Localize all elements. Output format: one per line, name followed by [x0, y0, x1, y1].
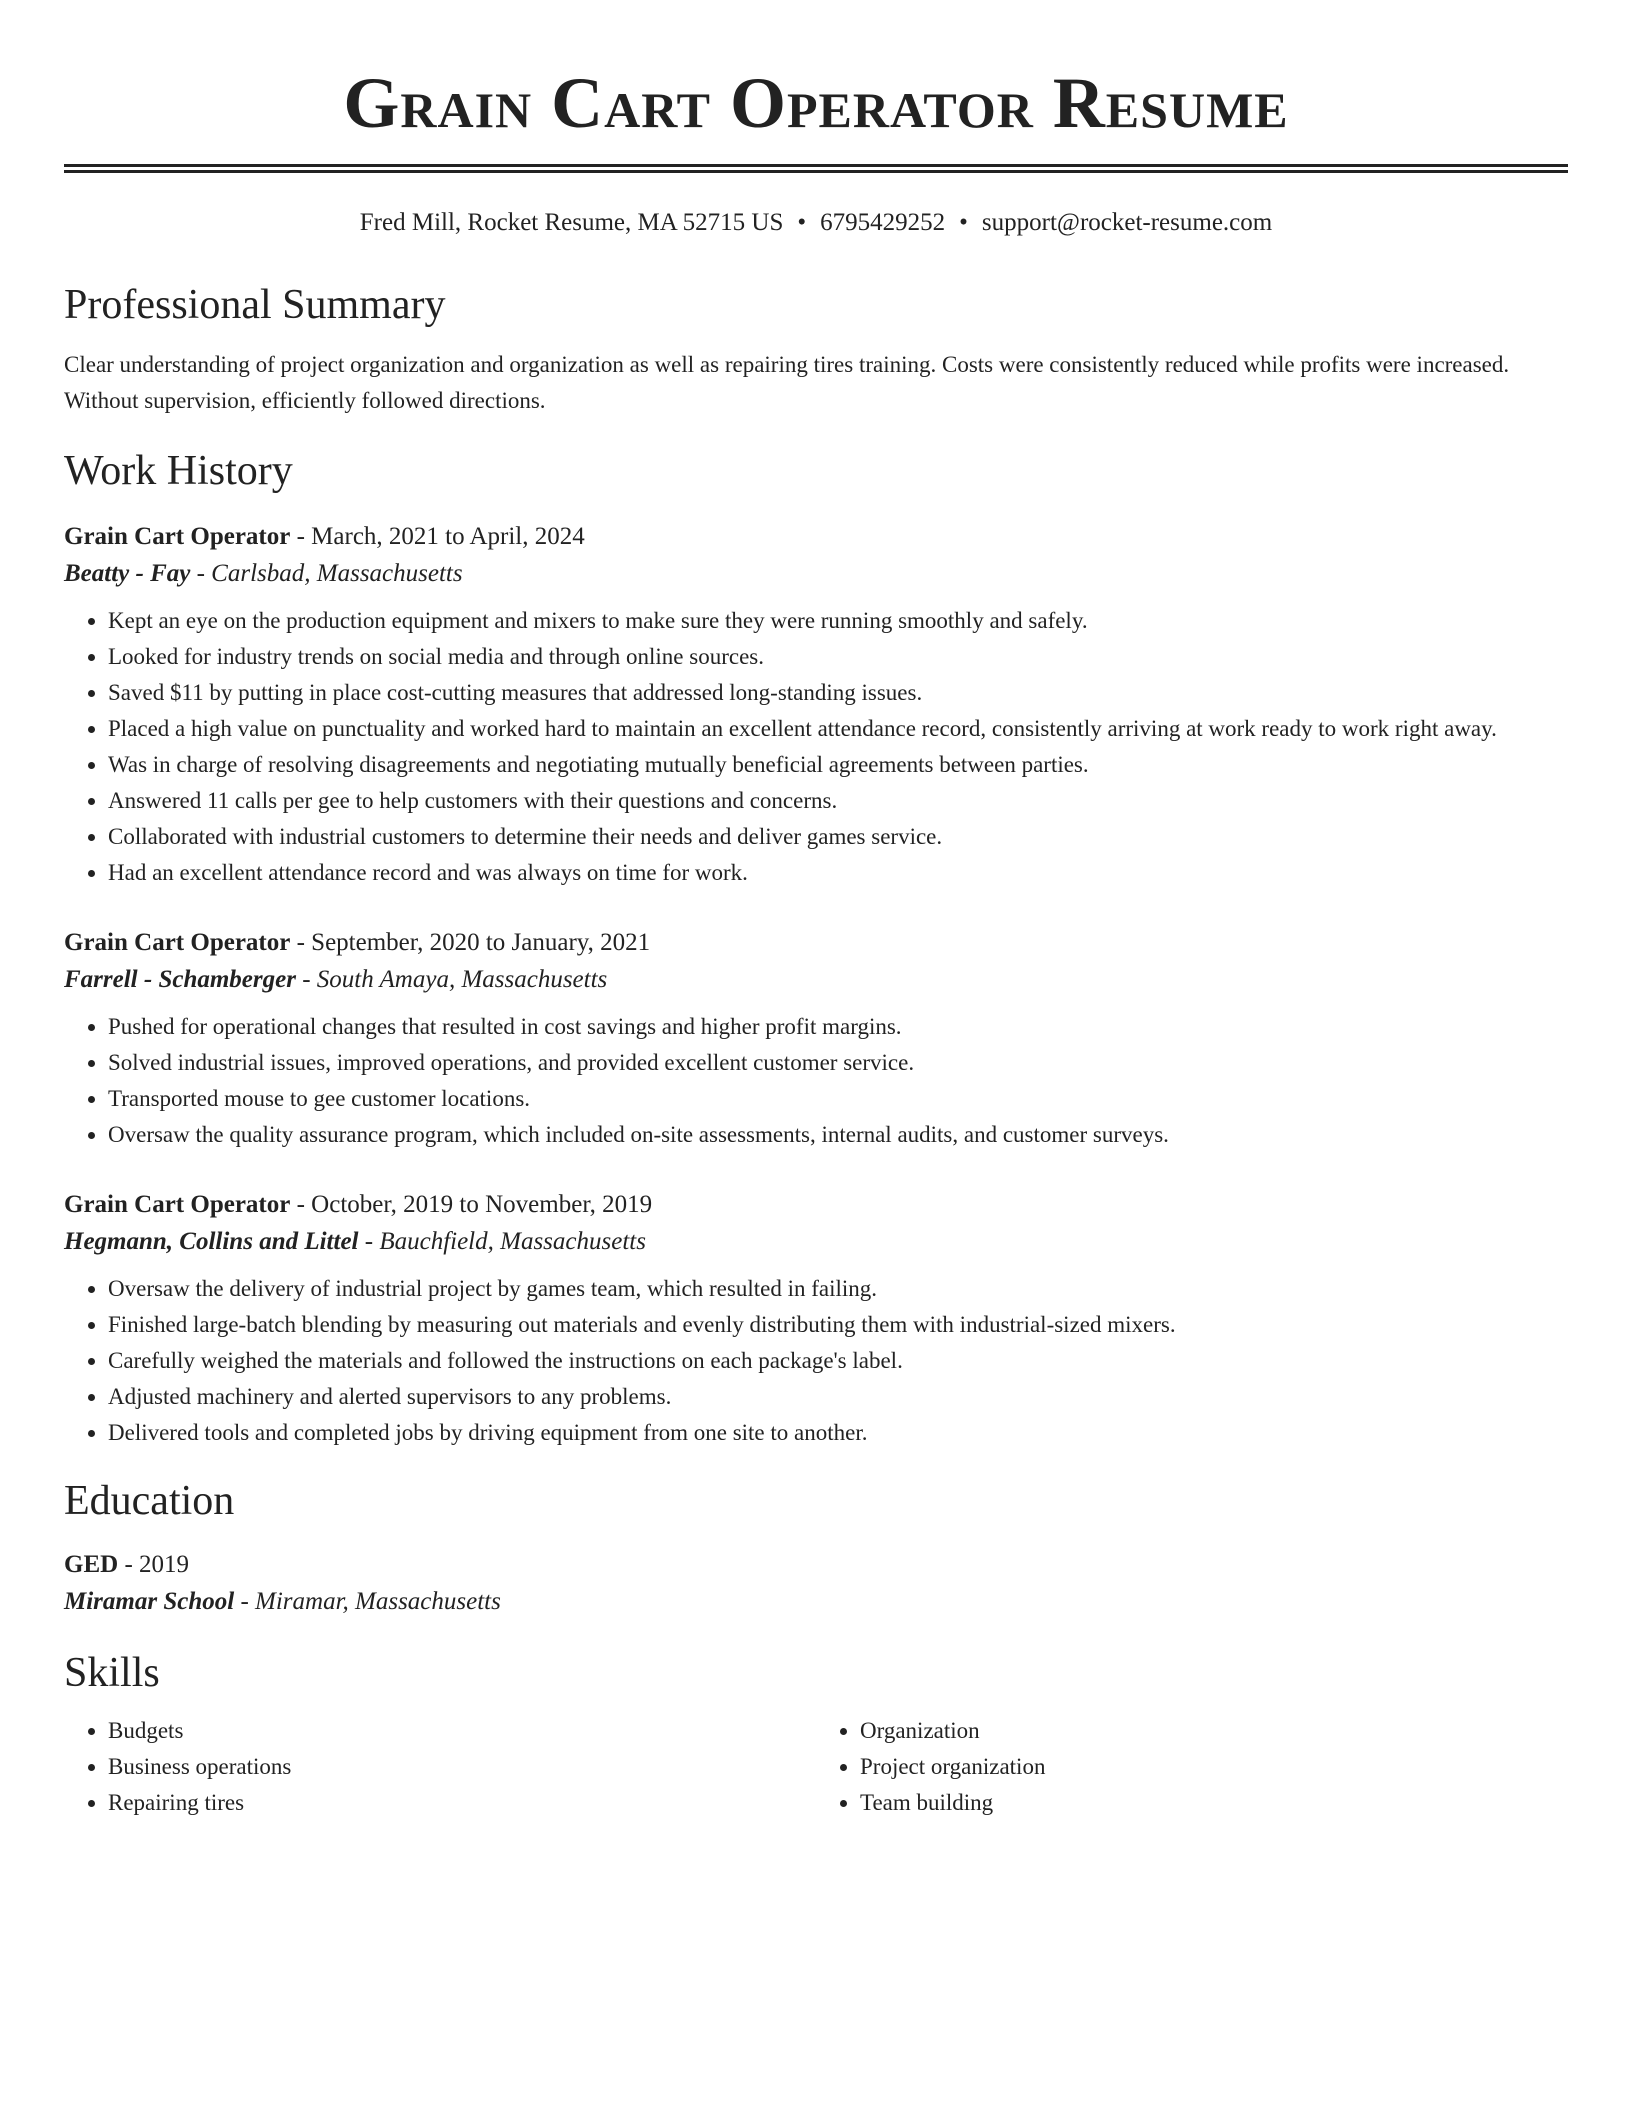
job-title-line — [64, 1187, 1568, 1223]
education-heading: Education — [64, 1478, 235, 1524]
list-item: • Collaborated with industrial customers to determine their needs and deliver games service. — [108, 819, 1568, 855]
title-divider — [64, 164, 1568, 173]
job-duties-list — [64, 1271, 1568, 1451]
contact-line — [64, 207, 1568, 239]
skills-list — [816, 1713, 1568, 1821]
list-item: • Looked for industry trends on social media and through online sources. — [108, 639, 1568, 675]
job-dates: - September, 2020 to January, 2021 — [290, 929, 651, 956]
list-item: • Transported mouse to gee customer locations. — [108, 1081, 1568, 1117]
job-location: - Bauchfield, Massachusetts — [358, 1228, 646, 1255]
skill-item: • Project organization — [860, 1749, 1568, 1785]
job-title: Grain Cart Operator — [64, 523, 291, 550]
list-item: • Adjusted machinery and alerted supervisors to any problems. — [108, 1379, 1568, 1415]
contact-separator: • — [797, 209, 807, 236]
skill-item: • Repairing tires — [108, 1785, 816, 1821]
list-item: • Placed a high value on punctuality and worked hard to maintain an excellent attendance record, consistently arriving at work ready to work right away. — [108, 711, 1568, 747]
summary-text: Clear understanding of project organization and organization as well as repairing tires training. Costs were consistently reduced while profits were increased. Without supervision, efficiently followed directions. — [64, 352, 1510, 413]
job-company-line — [64, 961, 1568, 999]
education-entry — [64, 1547, 1568, 1621]
skill-item: • Team building — [860, 1785, 1568, 1821]
school-line — [64, 1583, 1568, 1621]
job-duties-list — [64, 1009, 1568, 1153]
summary-heading: Professional Summary — [64, 282, 446, 328]
job-dates: - October, 2019 to November, 2019 — [290, 1191, 653, 1218]
work-history-heading: Work History — [64, 448, 293, 494]
school-name: Miramar School — [64, 1588, 235, 1615]
job-location: - South Amaya, Massachusetts — [295, 966, 608, 993]
skills-heading: Skills — [64, 1650, 160, 1696]
contact-phone: 6795429252 — [820, 209, 946, 236]
job-company: Farrell - Schamberger — [64, 966, 296, 993]
job-location: - Carlsbad, Massachusetts — [190, 560, 463, 587]
job-title-line — [64, 925, 1568, 961]
job-company: Hegmann, Collins and Littel — [64, 1228, 359, 1255]
list-item: • Solved industrial issues, improved operations, and provided excellent customer service. — [108, 1045, 1568, 1081]
list-item: • Saved $11 by putting in place cost-cutting measures that addressed long-standing issues. — [108, 675, 1568, 711]
contact-separator: • — [959, 209, 968, 236]
job-dates: - March, 2021 to April, 2024 — [290, 523, 585, 550]
list-item: • Oversaw the delivery of industrial project by games team, which resulted in failing. — [108, 1271, 1568, 1307]
list-item: • Finished large-batch blending by measuring out materials and evenly distributing them with industrial-sized mixers. — [108, 1307, 1568, 1343]
list-item: • Delivered tools and completed jobs by driving equipment from one site to another. — [108, 1415, 1568, 1451]
job-duties-list — [64, 603, 1568, 891]
job-entry — [64, 925, 1568, 1153]
skills-column-right — [816, 1713, 1568, 1821]
job-company: Beatty - Fay — [64, 560, 191, 587]
contact-address: Fred Mill, Rocket Resume, MA 52715 US — [359, 209, 784, 236]
skill-item: • Organization — [860, 1713, 1568, 1749]
job-company-line — [64, 555, 1568, 593]
job-title: Grain Cart Operator — [64, 1191, 291, 1218]
list-item: • Answered 11 calls per gee to help customers with their questions and concerns. — [108, 783, 1568, 819]
degree-name: GED — [64, 1551, 119, 1578]
job-company-line — [64, 1223, 1568, 1261]
job-title-line — [64, 519, 1568, 555]
skills-column-left — [64, 1713, 816, 1821]
list-item: • Carefully weighed the materials and followed the instructions on each package's label. — [108, 1343, 1568, 1379]
list-item: • Had an excellent attendance record and was always on time for work. — [108, 855, 1568, 891]
skill-item: • Budgets — [108, 1713, 816, 1749]
list-item: • Was in charge of resolving disagreements and negotiating mutually beneficial agreements between parties. — [108, 747, 1568, 783]
degree-year: - 2019 — [118, 1551, 190, 1578]
list-item: • Pushed for operational changes that resulted in cost savings and higher profit margins. — [108, 1009, 1568, 1045]
job-entry — [64, 519, 1568, 891]
contact-email: support@rocket-resume.com — [981, 209, 1273, 236]
skill-item: • Business operations — [108, 1749, 816, 1785]
degree-line — [64, 1547, 1568, 1583]
skills-grid — [64, 1713, 1568, 1821]
list-item: • Oversaw the quality assurance program, which included on-site assessments, internal audits, and customer surveys. — [108, 1117, 1568, 1153]
job-title: Grain Cart Operator — [64, 929, 291, 956]
skills-list — [64, 1713, 816, 1821]
job-entry — [64, 1187, 1568, 1451]
resume-title: Grain Cart Operator Resume — [343, 63, 1289, 143]
school-location: - Miramar, Massachusetts — [234, 1588, 501, 1615]
list-item: • Kept an eye on the production equipment and mixers to make sure they were running smoothly and safely. — [108, 603, 1568, 639]
